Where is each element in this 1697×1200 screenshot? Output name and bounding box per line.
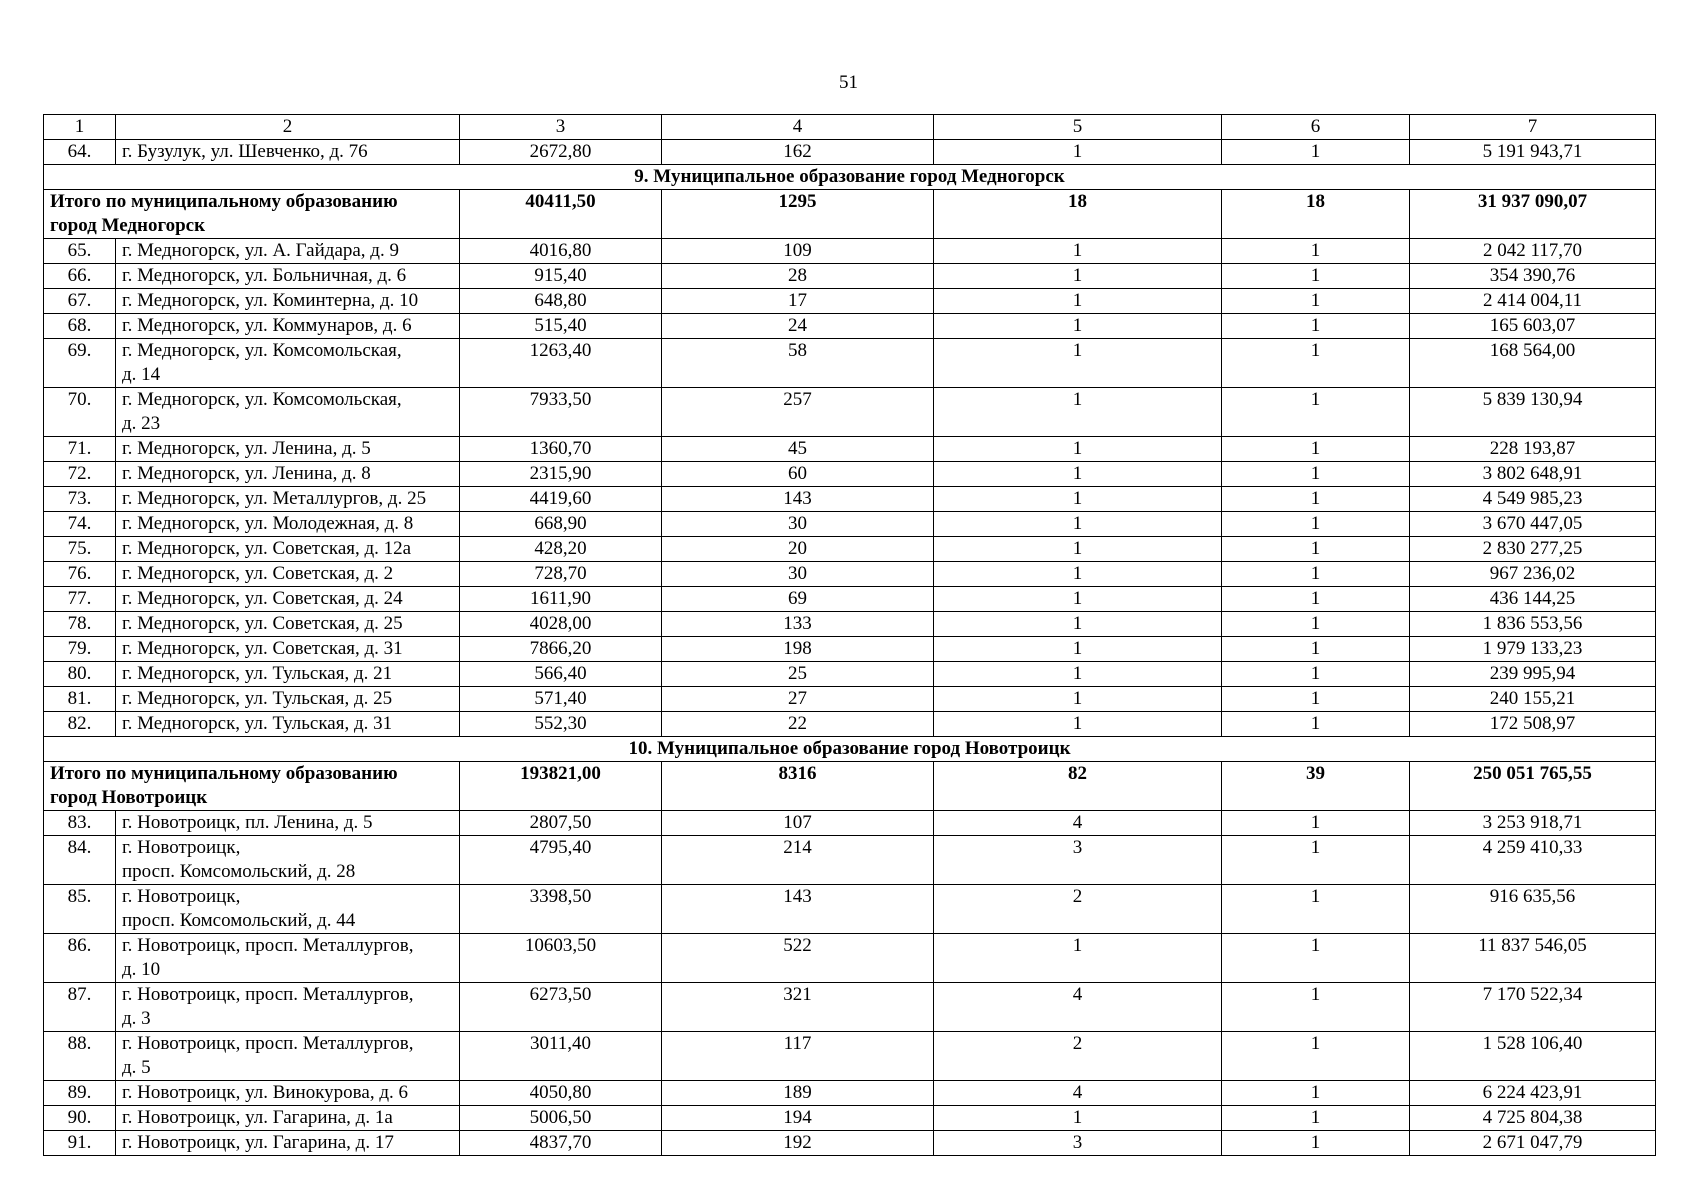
- table-row: [44, 537, 1656, 562]
- address-cell-line: д. 5: [122, 1057, 151, 1078]
- address-cell: [116, 140, 460, 165]
- subtotal-label-line: Итого по муниципальному образованию: [50, 191, 398, 212]
- cell-c7: 2 042 117,70: [1410, 239, 1656, 264]
- row-number: 73.: [44, 487, 116, 512]
- row-number: 86.: [44, 934, 116, 983]
- header-cell: 4: [662, 115, 934, 140]
- table-body: [44, 115, 1656, 1156]
- table-row: [44, 1032, 1656, 1081]
- cell-c3: 515,40: [460, 314, 662, 339]
- row-number: 90.: [44, 1106, 116, 1131]
- table-row: [44, 437, 1656, 462]
- cell-c5: 1: [934, 587, 1222, 612]
- cell-c7: 1 528 106,40: [1410, 1032, 1656, 1081]
- header-cell: 2: [116, 115, 460, 140]
- address-cell-line: г. Новотроицк,: [122, 886, 241, 907]
- table-row: [44, 1131, 1656, 1156]
- subtotal-c6: 18: [1222, 190, 1410, 239]
- row-number: 74.: [44, 512, 116, 537]
- cell-c3: 2672,80: [460, 140, 662, 165]
- address-cell-line: д. 14: [122, 364, 161, 385]
- subtotal-c4: 1295: [662, 190, 934, 239]
- cell-c6: 1: [1222, 1081, 1410, 1106]
- cell-c5: 1: [934, 612, 1222, 637]
- cell-c6: 1: [1222, 339, 1410, 388]
- row-number: 87.: [44, 983, 116, 1032]
- address-cell: [116, 537, 460, 562]
- row-number: 83.: [44, 811, 116, 836]
- address-cell: [116, 462, 460, 487]
- cell-c6: 1: [1222, 687, 1410, 712]
- row-number: 65.: [44, 239, 116, 264]
- cell-c5: 1: [934, 487, 1222, 512]
- table-row: [44, 885, 1656, 934]
- cell-c3: 728,70: [460, 562, 662, 587]
- address-cell: [116, 1131, 460, 1156]
- cell-c7: 228 193,87: [1410, 437, 1656, 462]
- cell-c4: 143: [662, 487, 934, 512]
- cell-c7: 3 802 648,91: [1410, 462, 1656, 487]
- row-number: 64.: [44, 140, 116, 165]
- cell-c3: 668,90: [460, 512, 662, 537]
- table-row: [44, 836, 1656, 885]
- cell-c3: 552,30: [460, 712, 662, 737]
- cell-c5: 1: [934, 264, 1222, 289]
- subtotal-row: [44, 190, 1656, 239]
- row-number: 69.: [44, 339, 116, 388]
- address-cell-line: г. Новотроицк, ул. Гагарина, д. 1а: [122, 1107, 393, 1128]
- address-cell-line: г. Медногорск, ул. Советская, д. 2: [122, 563, 394, 584]
- table-row: [44, 339, 1656, 388]
- table-row: [44, 314, 1656, 339]
- cell-c7: 5 191 943,71: [1410, 140, 1656, 165]
- cell-c3: 1360,70: [460, 437, 662, 462]
- address-cell-line: г. Медногорск, ул. Советская, д. 25: [122, 613, 403, 634]
- address-cell: [116, 687, 460, 712]
- row-number: 84.: [44, 836, 116, 885]
- cell-c3: 10603,50: [460, 934, 662, 983]
- section-title: 9. Муниципальное образование город Медногорск: [44, 165, 1656, 190]
- cell-c4: 107: [662, 811, 934, 836]
- cell-c4: 28: [662, 264, 934, 289]
- row-number: 89.: [44, 1081, 116, 1106]
- address-cell: [116, 1106, 460, 1131]
- cell-c4: 25: [662, 662, 934, 687]
- table-row: [44, 140, 1656, 165]
- cell-c7: 172 508,97: [1410, 712, 1656, 737]
- address-cell-line: просп. Комсомольский, д. 44: [122, 910, 356, 931]
- cell-c7: 1 979 133,23: [1410, 637, 1656, 662]
- address-cell: [116, 339, 460, 388]
- cell-c3: 428,20: [460, 537, 662, 562]
- cell-c7: 967 236,02: [1410, 562, 1656, 587]
- cell-c3: 4016,80: [460, 239, 662, 264]
- row-number: 75.: [44, 537, 116, 562]
- subtotal-label-line: город Медногорск: [50, 215, 206, 236]
- cell-c4: 17: [662, 289, 934, 314]
- address-cell: [116, 587, 460, 612]
- row-number: 88.: [44, 1032, 116, 1081]
- address-cell-line: г. Медногорск, ул. Больничная, д. 6: [122, 265, 407, 286]
- cell-c3: 566,40: [460, 662, 662, 687]
- table-row: [44, 1106, 1656, 1131]
- cell-c5: 4: [934, 983, 1222, 1032]
- cell-c5: 4: [934, 1081, 1222, 1106]
- cell-c3: 1263,40: [460, 339, 662, 388]
- address-cell-line: г. Медногорск, ул. Тульская, д. 21: [122, 663, 393, 684]
- page-number: 51: [839, 72, 858, 93]
- row-number: 85.: [44, 885, 116, 934]
- address-cell-line: г. Медногорск, ул. Советская, д. 12а: [122, 538, 412, 559]
- cell-c5: 1: [934, 437, 1222, 462]
- address-cell: [116, 388, 460, 437]
- table-row: [44, 562, 1656, 587]
- address-cell-line: г. Медногорск, ул. Комсомольская,: [122, 389, 402, 410]
- cell-c5: 1: [934, 462, 1222, 487]
- cell-c5: 1: [934, 562, 1222, 587]
- cell-c3: 915,40: [460, 264, 662, 289]
- cell-c7: 240 155,21: [1410, 687, 1656, 712]
- cell-c7: 239 995,94: [1410, 662, 1656, 687]
- cell-c5: 1: [934, 512, 1222, 537]
- subtotal-c4: 8316: [662, 762, 934, 811]
- subtotal-c5: 18: [934, 190, 1222, 239]
- table-row: [44, 983, 1656, 1032]
- row-number: 70.: [44, 388, 116, 437]
- header-cell: 7: [1410, 115, 1656, 140]
- cell-c4: 189: [662, 1081, 934, 1106]
- cell-c7: 168 564,00: [1410, 339, 1656, 388]
- cell-c7: 3 253 918,71: [1410, 811, 1656, 836]
- address-cell-line: д. 10: [122, 959, 161, 980]
- address-cell: [116, 239, 460, 264]
- cell-c5: 1: [934, 537, 1222, 562]
- cell-c6: 1: [1222, 811, 1410, 836]
- address-cell-line: г. Новотроицк, просп. Металлургов,: [122, 984, 414, 1005]
- table-row: [44, 587, 1656, 612]
- row-number: 82.: [44, 712, 116, 737]
- cell-c5: 3: [934, 836, 1222, 885]
- cell-c6: 1: [1222, 462, 1410, 487]
- cell-c3: 1611,90: [460, 587, 662, 612]
- subtotal-row: [44, 762, 1656, 811]
- table-row: [44, 687, 1656, 712]
- address-cell: [116, 1032, 460, 1081]
- cell-c7: 2 671 047,79: [1410, 1131, 1656, 1156]
- address-cell: [116, 811, 460, 836]
- address-cell: [116, 314, 460, 339]
- address-cell: [116, 437, 460, 462]
- cell-c6: 1: [1222, 612, 1410, 637]
- address-cell-line: г. Медногорск, ул. А. Гайдара, д. 9: [122, 240, 399, 261]
- cell-c4: 198: [662, 637, 934, 662]
- subtotal-c3: 193821,00: [460, 762, 662, 811]
- cell-c5: 1: [934, 712, 1222, 737]
- address-cell-line: г. Медногорск, ул. Тульская, д. 31: [122, 713, 393, 734]
- cell-c5: 1: [934, 289, 1222, 314]
- cell-c3: 7866,20: [460, 637, 662, 662]
- cell-c6: 1: [1222, 437, 1410, 462]
- cell-c4: 257: [662, 388, 934, 437]
- cell-c3: 3011,40: [460, 1032, 662, 1081]
- table-row: [44, 612, 1656, 637]
- cell-c4: 109: [662, 239, 934, 264]
- cell-c4: 143: [662, 885, 934, 934]
- cell-c4: 194: [662, 1106, 934, 1131]
- cell-c5: 1: [934, 339, 1222, 388]
- address-cell: [116, 562, 460, 587]
- address-cell: [116, 289, 460, 314]
- address-cell: [116, 612, 460, 637]
- cell-c4: 162: [662, 140, 934, 165]
- cell-c5: 1: [934, 1106, 1222, 1131]
- subtotal-c6: 39: [1222, 762, 1410, 811]
- cell-c5: 1: [934, 934, 1222, 983]
- cell-c5: 1: [934, 637, 1222, 662]
- cell-c6: 1: [1222, 487, 1410, 512]
- address-cell-line: г. Новотроицк, ул. Винокурова, д. 6: [122, 1082, 409, 1103]
- cell-c4: 60: [662, 462, 934, 487]
- cell-c4: 24: [662, 314, 934, 339]
- table-row: [44, 934, 1656, 983]
- header-cell: 3: [460, 115, 662, 140]
- cell-c4: 133: [662, 612, 934, 637]
- cell-c5: 1: [934, 388, 1222, 437]
- row-number: 91.: [44, 1131, 116, 1156]
- cell-c7: 11 837 546,05: [1410, 934, 1656, 983]
- cell-c7: 165 603,07: [1410, 314, 1656, 339]
- address-cell: [116, 836, 460, 885]
- cell-c4: 22: [662, 712, 934, 737]
- address-cell-line: г. Новотроицк, пл. Ленина, д. 5: [122, 812, 373, 833]
- address-cell: [116, 487, 460, 512]
- address-cell: [116, 512, 460, 537]
- cell-c3: 2315,90: [460, 462, 662, 487]
- cell-c3: 3398,50: [460, 885, 662, 934]
- cell-c4: 58: [662, 339, 934, 388]
- row-number: 71.: [44, 437, 116, 462]
- cell-c3: 648,80: [460, 289, 662, 314]
- row-number: 81.: [44, 687, 116, 712]
- row-number: 67.: [44, 289, 116, 314]
- address-cell-line: г. Новотроицк, просп. Металлургов,: [122, 1033, 414, 1054]
- cell-c6: 1: [1222, 934, 1410, 983]
- table-row: [44, 662, 1656, 687]
- table-row: [44, 512, 1656, 537]
- cell-c7: 354 390,76: [1410, 264, 1656, 289]
- section-header-row: [44, 165, 1656, 190]
- cell-c6: 1: [1222, 239, 1410, 264]
- address-cell: [116, 934, 460, 983]
- subtotal-label-line: Итого по муниципальному образованию: [50, 763, 398, 784]
- cell-c7: 4 549 985,23: [1410, 487, 1656, 512]
- address-cell-line: г. Медногорск, ул. Советская, д. 24: [122, 588, 403, 609]
- cell-c7: 5 839 130,94: [1410, 388, 1656, 437]
- cell-c5: 3: [934, 1131, 1222, 1156]
- cell-c7: 4 259 410,33: [1410, 836, 1656, 885]
- cell-c6: 1: [1222, 1032, 1410, 1081]
- data-table: [43, 114, 1656, 1156]
- cell-c3: 571,40: [460, 687, 662, 712]
- cell-c7: 2 830 277,25: [1410, 537, 1656, 562]
- cell-c3: 2807,50: [460, 811, 662, 836]
- row-number: 77.: [44, 587, 116, 612]
- table-row: [44, 264, 1656, 289]
- cell-c7: 2 414 004,11: [1410, 289, 1656, 314]
- header-cell: 5: [934, 115, 1222, 140]
- cell-c3: 4419,60: [460, 487, 662, 512]
- address-cell-line: г. Медногорск, ул. Тульская, д. 25: [122, 688, 393, 709]
- cell-c6: 1: [1222, 1106, 1410, 1131]
- cell-c6: 1: [1222, 662, 1410, 687]
- row-number: 72.: [44, 462, 116, 487]
- row-number: 76.: [44, 562, 116, 587]
- address-cell: [116, 983, 460, 1032]
- address-cell-line: г. Медногорск, ул. Молодежная, д. 8: [122, 513, 414, 534]
- address-cell-line: г. Медногорск, ул. Советская, д. 31: [122, 638, 403, 659]
- row-number: 78.: [44, 612, 116, 637]
- table-row: [44, 712, 1656, 737]
- row-number: 80.: [44, 662, 116, 687]
- address-cell: [116, 662, 460, 687]
- table-row: [44, 388, 1656, 437]
- cell-c3: 7933,50: [460, 388, 662, 437]
- subtotal-c7: 250 051 765,55: [1410, 762, 1656, 811]
- table-row: [44, 239, 1656, 264]
- cell-c5: 2: [934, 1032, 1222, 1081]
- cell-c4: 69: [662, 587, 934, 612]
- subtotal-label: [44, 762, 460, 811]
- address-cell-line: д. 3: [122, 1008, 151, 1029]
- address-cell-line: г. Бузулук, ул. Шевченко, д. 76: [122, 141, 368, 162]
- cell-c3: 5006,50: [460, 1106, 662, 1131]
- cell-c7: 436 144,25: [1410, 587, 1656, 612]
- address-cell: [116, 1081, 460, 1106]
- cell-c7: 7 170 522,34: [1410, 983, 1656, 1032]
- row-number: 79.: [44, 637, 116, 662]
- cell-c6: 1: [1222, 1131, 1410, 1156]
- address-cell-line: просп. Комсомольский, д. 28: [122, 861, 356, 882]
- cell-c5: 1: [934, 687, 1222, 712]
- cell-c4: 20: [662, 537, 934, 562]
- address-cell-line: г. Новотроицк, ул. Гагарина, д. 17: [122, 1132, 394, 1153]
- cell-c5: 1: [934, 140, 1222, 165]
- cell-c6: 1: [1222, 289, 1410, 314]
- cell-c7: 916 635,56: [1410, 885, 1656, 934]
- table-row: [44, 637, 1656, 662]
- cell-c5: 4: [934, 811, 1222, 836]
- table-row: [44, 1081, 1656, 1106]
- cell-c6: 1: [1222, 712, 1410, 737]
- cell-c4: 214: [662, 836, 934, 885]
- header-cell: 6: [1222, 115, 1410, 140]
- cell-c4: 117: [662, 1032, 934, 1081]
- address-cell-line: г. Медногорск, ул. Ленина, д. 5: [122, 438, 371, 459]
- table-row: [44, 462, 1656, 487]
- cell-c3: 4050,80: [460, 1081, 662, 1106]
- address-cell: [116, 712, 460, 737]
- cell-c3: 4837,70: [460, 1131, 662, 1156]
- cell-c6: 1: [1222, 836, 1410, 885]
- section-title: 10. Муниципальное образование город Новотроицк: [44, 737, 1656, 762]
- cell-c7: 6 224 423,91: [1410, 1081, 1656, 1106]
- row-number: 68.: [44, 314, 116, 339]
- cell-c3: 6273,50: [460, 983, 662, 1032]
- cell-c6: 1: [1222, 314, 1410, 339]
- header-cell: 1: [44, 115, 116, 140]
- cell-c6: 1: [1222, 637, 1410, 662]
- address-cell-line: г. Медногорск, ул. Коммунаров, д. 6: [122, 315, 412, 336]
- section-header-row: [44, 737, 1656, 762]
- cell-c4: 321: [662, 983, 934, 1032]
- cell-c4: 30: [662, 512, 934, 537]
- cell-c6: 1: [1222, 562, 1410, 587]
- address-cell-line: д. 23: [122, 413, 161, 434]
- cell-c6: 1: [1222, 537, 1410, 562]
- address-cell-line: г. Новотроицк,: [122, 837, 241, 858]
- cell-c5: 1: [934, 662, 1222, 687]
- subtotal-c7: 31 937 090,07: [1410, 190, 1656, 239]
- cell-c5: 1: [934, 239, 1222, 264]
- cell-c5: 1: [934, 314, 1222, 339]
- cell-c5: 2: [934, 885, 1222, 934]
- cell-c4: 27: [662, 687, 934, 712]
- address-cell: [116, 637, 460, 662]
- address-cell-line: г. Медногорск, ул. Ленина, д. 8: [122, 463, 371, 484]
- cell-c6: 1: [1222, 587, 1410, 612]
- cell-c6: 1: [1222, 264, 1410, 289]
- subtotal-c3: 40411,50: [460, 190, 662, 239]
- cell-c4: 30: [662, 562, 934, 587]
- cell-c7: 1 836 553,56: [1410, 612, 1656, 637]
- subtotal-label-line: город Новотроицк: [50, 787, 208, 808]
- subtotal-label: [44, 190, 460, 239]
- subtotal-c5: 82: [934, 762, 1222, 811]
- address-cell: [116, 885, 460, 934]
- cell-c3: 4028,00: [460, 612, 662, 637]
- table-row: [44, 811, 1656, 836]
- cell-c4: 522: [662, 934, 934, 983]
- header-row: [44, 115, 1656, 140]
- cell-c6: 1: [1222, 983, 1410, 1032]
- cell-c4: 45: [662, 437, 934, 462]
- cell-c6: 1: [1222, 388, 1410, 437]
- address-cell-line: г. Медногорск, ул. Металлургов, д. 25: [122, 488, 427, 509]
- address-cell-line: г. Медногорск, ул. Комсомольская,: [122, 340, 402, 361]
- cell-c3: 4795,40: [460, 836, 662, 885]
- cell-c6: 1: [1222, 512, 1410, 537]
- cell-c7: 4 725 804,38: [1410, 1106, 1656, 1131]
- cell-c6: 1: [1222, 140, 1410, 165]
- address-cell: [116, 264, 460, 289]
- cell-c7: 3 670 447,05: [1410, 512, 1656, 537]
- cell-c6: 1: [1222, 885, 1410, 934]
- address-cell-line: г. Медногорск, ул. Коминтерна, д. 10: [122, 290, 419, 311]
- table-row: [44, 487, 1656, 512]
- cell-c4: 192: [662, 1131, 934, 1156]
- table-row: [44, 289, 1656, 314]
- address-cell-line: г. Новотроицк, просп. Металлургов,: [122, 935, 414, 956]
- row-number: 66.: [44, 264, 116, 289]
